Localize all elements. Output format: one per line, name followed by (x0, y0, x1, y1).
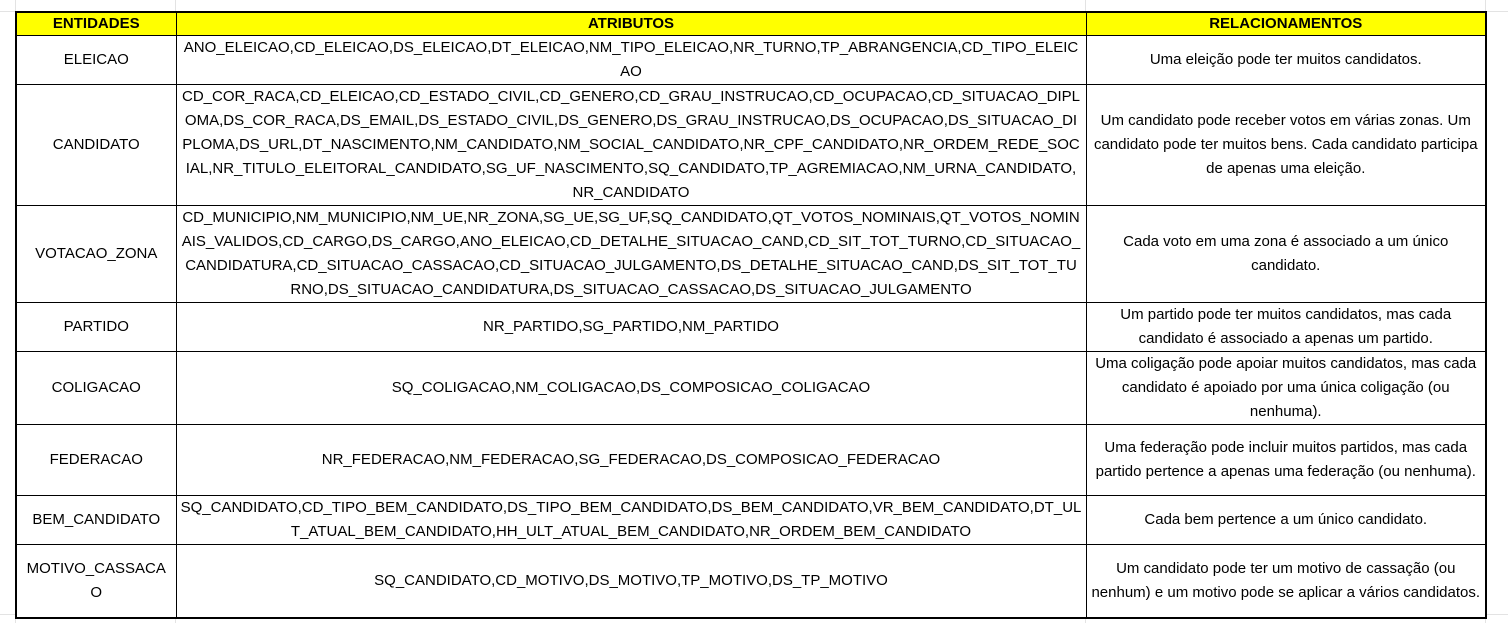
cell-atributos[interactable]: SQ_CANDIDATO,CD_TIPO_BEM_CANDIDATO,DS_TIPO_BEM_CANDIDATO,DS_BEM_CANDIDATO,VR_BEM_CANDIDATO,DT_ULT_ATUAL_BEM_CANDIDATO,HH_ULT_ATUAL_BEM_CANDIDATO,NR_ORDEM_BEM_CANDIDATO (176, 496, 1086, 545)
cell-entidade[interactable]: VOTACAO_ZONA (16, 206, 176, 303)
cell-entidade[interactable]: CANDIDATO (16, 85, 176, 206)
cell-atributos[interactable]: CD_MUNICIPIO,NM_MUNICIPIO,NM_UE,NR_ZONA,SG_UE,SG_UF,SQ_CANDIDATO,QT_VOTOS_NOMINAIS,QT_VOTOS_NOMINAIS_VALIDOS,CD_CARGO,DS_CARGO,ANO_ELEICAO,CD_DETALHE_SITUACAO_CAND,CD_SIT_TOT_TURNO,CD_SITUACAO_CANDIDATURA,CD_SITUACAO_CASSACAO,CD_SITUACAO_JULGAMENTO,DS_DETALHE_SITUACAO_CAND,DS_SIT_TOT_TURNO,DS_SITUACAO_CANDIDATURA,DS_SITUACAO_CASSACAO,DS_SITUACAO_JULGAMENTO (176, 206, 1086, 303)
cell-relacionamentos[interactable]: Uma federação pode incluir muitos partidos, mas cada partido pertence a apenas uma federação (ou nenhuma). (1086, 425, 1486, 496)
table-row (16, 36, 1486, 85)
cell-entidade[interactable]: BEM_CANDIDATO (16, 496, 176, 545)
cell-entidade[interactable]: FEDERACAO (16, 425, 176, 496)
header-relacionamentos[interactable]: RELACIONAMENTOS (1086, 12, 1486, 36)
table-row (16, 206, 1486, 303)
entity-table (15, 11, 1487, 619)
header-row (16, 12, 1486, 36)
cell-atributos[interactable]: ANO_ELEICAO,CD_ELEICAO,DS_ELEICAO,DT_ELEICAO,NM_TIPO_ELEICAO,NR_TURNO,TP_ABRANGENCIA,CD_TIPO_ELEICAO (176, 36, 1086, 85)
cell-entidade[interactable]: COLIGACAO (16, 352, 176, 425)
cell-relacionamentos[interactable]: Uma coligação pode apoiar muitos candidatos, mas cada candidato é apoiado por uma única coligação (ou nenhuma). (1086, 352, 1486, 425)
header-atributos[interactable]: ATRIBUTOS (176, 12, 1086, 36)
cell-entidade[interactable]: ELEICAO (16, 36, 176, 85)
table-row (16, 303, 1486, 352)
table-row (16, 425, 1486, 496)
cell-relacionamentos[interactable]: Uma eleição pode ter muitos candidatos. (1086, 36, 1486, 85)
cell-relacionamentos[interactable]: Cada voto em uma zona é associado a um único candidato. (1086, 206, 1486, 303)
cell-entidade[interactable]: PARTIDO (16, 303, 176, 352)
table-row (16, 545, 1486, 619)
table-row (16, 496, 1486, 545)
cell-relacionamentos[interactable]: Um partido pode ter muitos candidatos, mas cada candidato é associado a apenas um partido. (1086, 303, 1486, 352)
cell-atributos[interactable]: NR_FEDERACAO,NM_FEDERACAO,SG_FEDERACAO,DS_COMPOSICAO_FEDERACAO (176, 425, 1086, 496)
header-entidades[interactable]: ENTIDADES (16, 12, 176, 36)
cell-atributos[interactable]: SQ_COLIGACAO,NM_COLIGACAO,DS_COMPOSICAO_COLIGACAO (176, 352, 1086, 425)
cell-relacionamentos[interactable]: Cada bem pertence a um único candidato. (1086, 496, 1486, 545)
cell-relacionamentos[interactable]: Um candidato pode receber votos em várias zonas. Um candidato pode ter muitos bens. Cada candidato participa de apenas uma eleição. (1086, 85, 1486, 206)
cell-entidade[interactable]: MOTIVO_CASSACAO (16, 545, 176, 619)
cell-relacionamentos[interactable]: Um candidato pode ter um motivo de cassação (ou nenhum) e um motivo pode se aplicar a vários candidatos. (1086, 545, 1486, 619)
cell-atributos[interactable]: SQ_CANDIDATO,CD_MOTIVO,DS_MOTIVO,TP_MOTIVO,DS_TP_MOTIVO (176, 545, 1086, 619)
cell-atributos[interactable]: CD_COR_RACA,CD_ELEICAO,CD_ESTADO_CIVIL,CD_GENERO,CD_GRAU_INSTRUCAO,CD_OCUPACAO,CD_SITUACAO_DIPLOMA,DS_COR_RACA,DS_EMAIL,DS_ESTADO_CIVIL,DS_GENERO,DS_GRAU_INSTRUCAO,DS_OCUPACAO,DS_SITUACAO_DIPLOMA,DS_URL,DT_NASCIMENTO,NM_CANDIDATO,NM_SOCIAL_CANDIDATO,NR_CPF_CANDIDATO,NR_ORDEM_REDE_SOCIAL,NR_TITULO_ELEITORAL_CANDIDATO,SG_UF_NASCIMENTO,SQ_CANDIDATO,TP_AGREMIACAO,NM_URNA_CANDIDATO,NR_CANDIDATO (176, 85, 1086, 206)
table-row (16, 85, 1486, 206)
table-row (16, 352, 1486, 425)
cell-atributos[interactable]: NR_PARTIDO,SG_PARTIDO,NM_PARTIDO (176, 303, 1086, 352)
